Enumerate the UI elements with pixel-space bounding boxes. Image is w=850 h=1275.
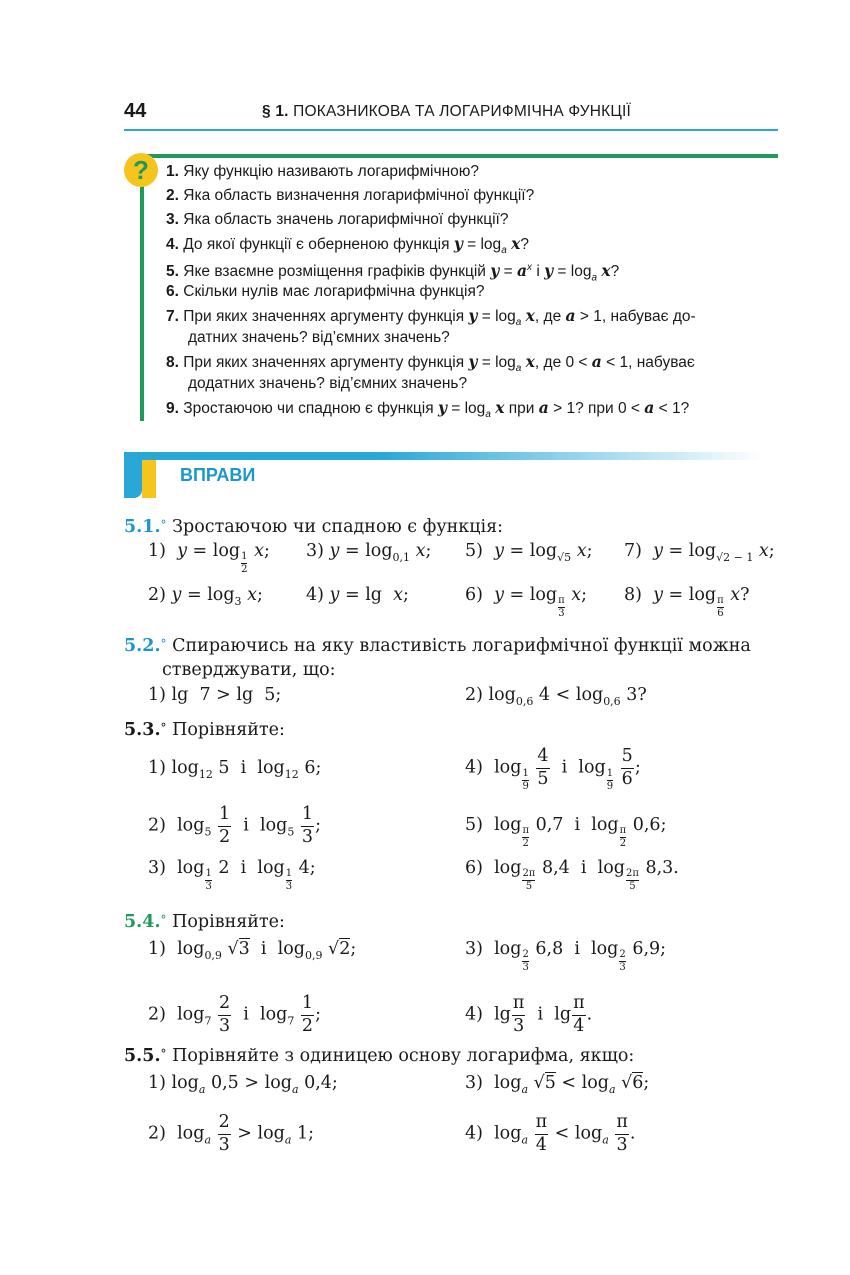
exercise-5-1-item-6: 6) y = log $\frac{\pi}{3}$ x; [465,585,588,619]
exercise-5-3-item-6: 6) log $\frac{2\pi}{5}$ 8,4 і log $\frac{2\pi}{5}$ 8,3. [465,858,679,892]
exercise-5-1-heading: 5.1.° Зростаючою чи спадною є функція: [124,517,504,537]
exercise-5-4-heading: 5.4.° Порівняйте: [124,912,285,932]
exercise-5-3-item-3: 3) log $\frac{1}{3}$ 2 і log $\frac{1}{3}$ 4; [148,858,316,892]
question-4: 4. До якої функції є оберненою функція $y = \log_a x$? [166,234,529,257]
exercise-5-5-item-1: 1) $\log_a 0,5 > \log_a 0,4$; [148,1073,338,1096]
exercise-5-4-item-2: 2) $\log_7$ $\frac{2}{3}$ і $\log_7$ $\frac{1}{2}$ ; [148,993,321,1036]
exercise-5-5-heading: 5.5.° Порівняйте з одиницею основу логарифма, якщо: [124,1046,635,1066]
exercises-title: ВПРАВИ [180,465,256,485]
exercise-5-4-item-3: 3) log $\frac{2}{3}$ 6,8 і log $\frac{2}{3}$ 6,9; [465,939,667,973]
exercises-tab-yellow [142,460,156,498]
exercises-banner [124,452,764,460]
question-7-cont: датних значень? від’ємних значень? [188,329,450,346]
exercise-5-4-item-4: 4) lg $\frac{\pi}{3}$ і lg $\frac{\pi}{4}$ . [465,993,593,1036]
question-8-cont: додатних значень? від’ємних значень? [188,375,468,392]
exercise-5-3-item-1: 1) $\log_{12} 5$ і $\log_{12} 6$; [148,758,322,781]
exercise-5-1-item-7: 7) $y = \log_{√2 - 1} x$; [624,541,775,564]
exercise-5-2-heading: 5.2.° Спираючись на яку властивість логарифмічної функції можна [124,636,751,656]
exercise-5-1-item-5: 5) $y = \log_{√5} x$; [465,541,593,564]
question-5: 5. Яке взаємне розміщення графіків функцій $y = a^x$ і $y = \log_a x$? [166,261,620,284]
section-title: ПОКАЗНИКОВА ТА ЛОГАРИФМІЧНА ФУНКЦІЇ [293,103,632,120]
header-rule [124,129,778,131]
chapter-title [262,103,631,121]
question-8: 8. При яких значеннях аргументу функція $y = \log_a x$, де 0 < a < 1, набуває [166,352,695,375]
exercise-5-5-item-4: 4) $\log_a$ $\frac{\pi}{4}$ < $\log_a$ $\frac{\pi}{3}$ . [465,1112,636,1155]
question-3: 3. Яка область значень логарифмічної функції? [166,211,509,228]
exercise-5-2-item-1: 1) lg 7 > lg 5; [148,685,282,705]
exercises-tab-blue [124,452,142,498]
question-2: 2. Яка область визначення логарифмічної функції? [166,187,535,204]
exercise-5-2-item-2: 2) $\log_{0,6} 4 < \log_{0,6} 3$? [465,685,647,708]
exercise-5-2-heading-cont: стверджувати, що: [162,660,336,680]
exercise-5-1-item-2: 2) $y = \log_3 x$; [148,585,263,608]
section-mark: § 1. [262,103,289,120]
exercise-5-4-item-1: 1) $\log_{0,9} √3$ і $\log_{0,9} √2$; [148,939,357,962]
exercise-5-3-item-5: 5) log $\frac{\pi}{2}$ 0,7 і log $\frac{\pi}{2}$ 0,6; [465,815,667,849]
question-6: 6. Скільки нулів має логарифмічна функція? [166,283,485,300]
exercise-5-5-item-2: 2) $\log_a$ $\frac{2}{3}$ > $\log_a 1$; [148,1112,314,1155]
question-mark-icon: ? [124,153,158,187]
questions-left-bar [140,154,144,421]
exercise-5-1-item-4: 4) y = lg x; [306,585,409,605]
question-1: 1. Яку функцію називають логарифмічною? [166,163,479,180]
question-7: 7. При яких значеннях аргументу функція $y = \log_a x$, де a > 1, набуває до- [166,306,696,329]
exercise-5-1-item-8: 8) y = log $\frac{\pi}{6}$ x? [624,585,750,619]
questions-top-bar [140,154,778,158]
page-number: 44 [124,100,147,122]
exercise-5-1-item-3: 3) $y = \log_{0,1} x$; [306,541,432,564]
exercise-5-1-item-1: 1) y = log $\frac{1}{2}$ x; [148,541,270,575]
exercise-5-3-heading: 5.3.° Порівняйте: [124,720,285,740]
exercise-5-3-item-4: 4) log $\frac{1}{9}$ $\frac{4}{5}$ і log $\frac{1}{9}$ $\frac{5}{6}$ ; [465,746,641,792]
exercise-5-3-item-2: 2) $\log_5$ $\frac{1}{2}$ і $\log_5$ $\frac{1}{3}$ ; [148,804,321,847]
exercise-5-5-item-3: 3) $\log_a √5 < \log_a √6$; [465,1073,650,1096]
question-9: 9. Зростаючою чи спадною є функція $y = \log_a x$ при a > 1? при 0 < a < 1? [166,398,690,421]
